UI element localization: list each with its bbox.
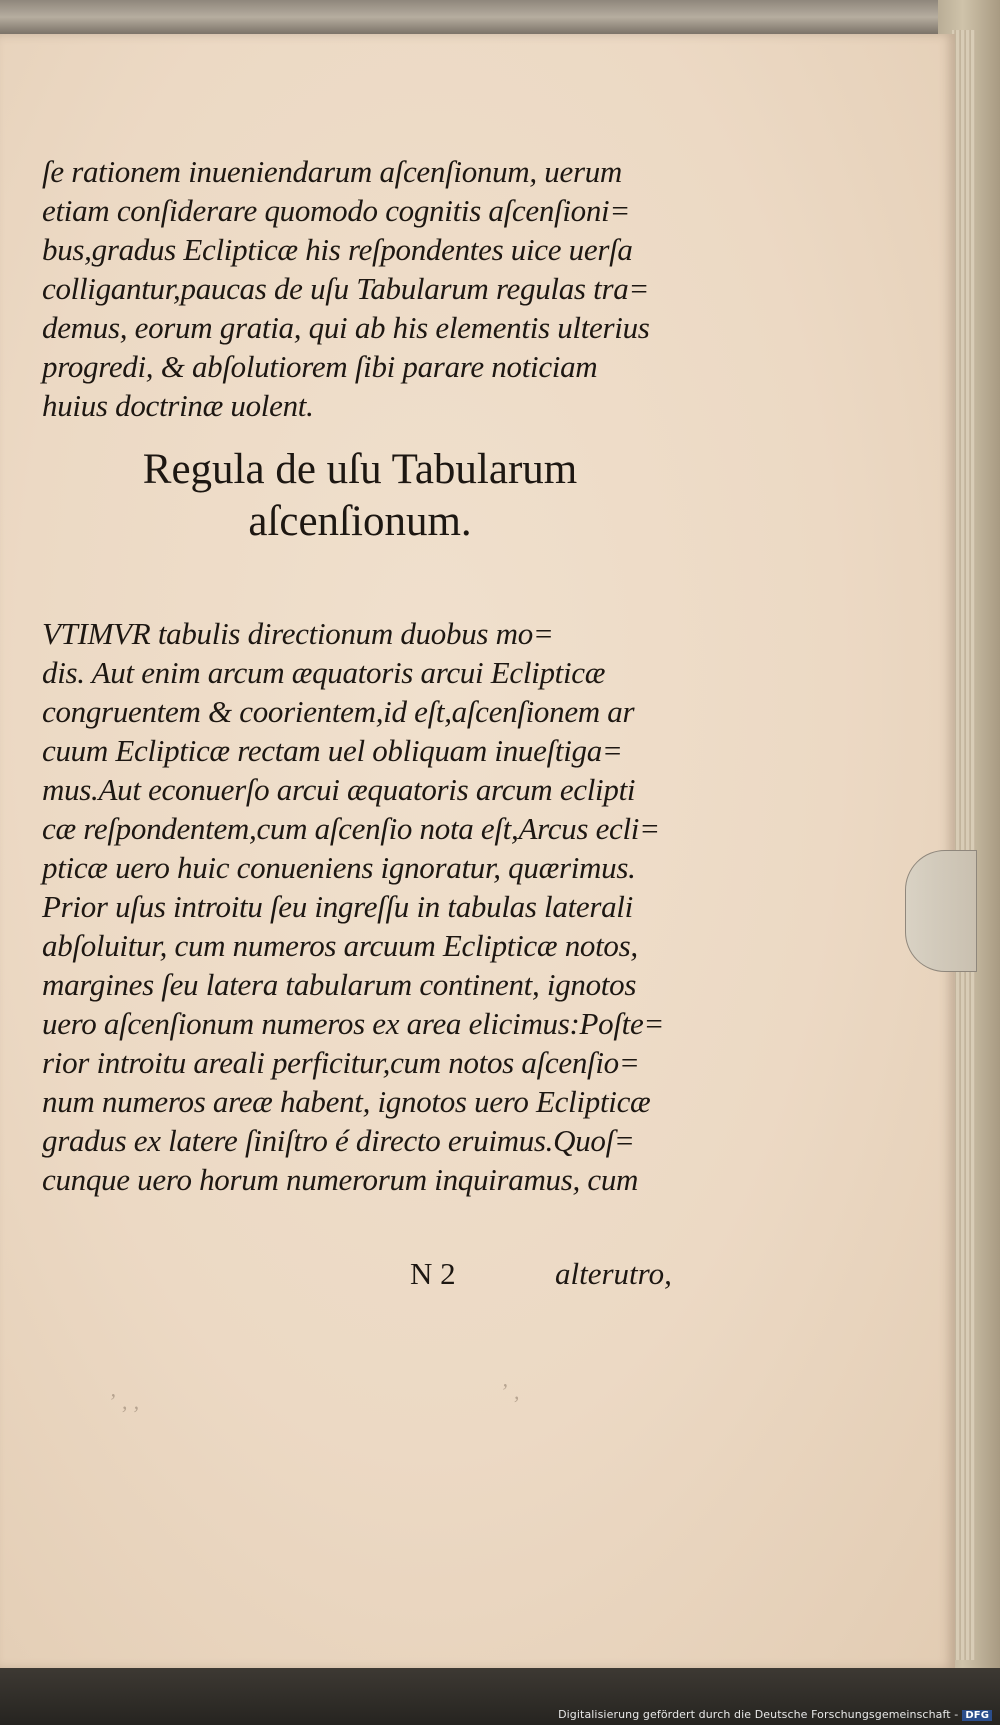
text-line: colligantur,paucas de uſu Tabularum regulas tra= bbox=[42, 271, 650, 306]
main-paragraph bbox=[42, 614, 702, 1199]
text-line: gradus ex latere ſiniſtro é directo eruimus.Quoſ= bbox=[42, 1123, 635, 1158]
book-page bbox=[0, 34, 955, 1669]
page-edges bbox=[952, 30, 976, 1660]
bleed-through-mark: ʼ ‚ bbox=[500, 1379, 521, 1404]
book-board-top bbox=[0, 0, 1000, 38]
credit-text: Digitalisierung gefördert durch die Deutsche Forschungsgemeinschaft - bbox=[558, 1708, 959, 1721]
text-line: congruentem & coorientem,id eſt,aſcenſionem ar bbox=[42, 694, 635, 729]
text-line: bus,gradus Eclipticæ his reſpondentes uice uerſa bbox=[42, 232, 633, 267]
signature-mark: N 2 bbox=[410, 1256, 456, 1291]
catchword: alterutro, bbox=[555, 1256, 672, 1291]
text-line: rior introitu areali perficitur,cum notos aſcenſio= bbox=[42, 1045, 640, 1080]
text-line: Prior uſus introitu ſeu ingreſſu in tabulas laterali bbox=[42, 889, 633, 924]
text-line: etiam conſiderare quomodo cognitis aſcenſioni= bbox=[42, 193, 630, 228]
text-line: margines ſeu latera tabularum continent, ignotos bbox=[42, 967, 637, 1002]
text-line: huius doctrinæ uolent. bbox=[42, 388, 314, 423]
text-line: num numeros areæ habent, ignotos uero Eclipticæ bbox=[42, 1084, 651, 1119]
bleed-through-mark: ʼ ‚ , bbox=[108, 1389, 140, 1414]
text-line: dis. Aut enim arcum æquatoris arcui Eclipticæ bbox=[42, 655, 606, 690]
text-line: progredi, & abſolutiorem ſibi parare noticiam bbox=[42, 349, 598, 384]
text-line: VTIMVR tabulis directionum duobus mo= bbox=[42, 616, 554, 651]
section-heading bbox=[60, 444, 660, 548]
text-line: cæ reſpondentem,cum aſcenſio nota eſt,Arcus ecli= bbox=[42, 811, 660, 846]
text-line: abſoluitur, cum numeros arcuum Eclipticæ notos, bbox=[42, 928, 638, 963]
dfg-logo: DFG bbox=[962, 1710, 992, 1721]
intro-paragraph bbox=[42, 152, 702, 425]
scan-footer-bar bbox=[0, 1668, 1000, 1725]
digitization-credit bbox=[558, 1708, 992, 1721]
text-line: ſe rationem inueniendarum aſcenſionum, uerum bbox=[42, 154, 623, 189]
heading-line: Regula de uſu Tabularum bbox=[142, 446, 578, 493]
text-line: uero aſcenſionum numeros ex area elicimus:Poſte= bbox=[42, 1006, 665, 1041]
text-line: pticæ uero huic conueniens ignoratur, quærimus. bbox=[42, 850, 636, 885]
page-clip bbox=[905, 850, 977, 972]
heading-line: aſcenſionum. bbox=[248, 498, 472, 545]
text-line: cuum Eclipticæ rectam uel obliquam inueſtiga= bbox=[42, 733, 623, 768]
text-line: demus, eorum gratia, qui ab his elementis ulterius bbox=[42, 310, 650, 345]
text-line: cunque uero horum numerorum inquiramus, cum bbox=[42, 1162, 639, 1197]
text-line: mus.Aut econuerſo arcui æquatoris arcum eclipti bbox=[42, 772, 636, 807]
page-footer bbox=[0, 1256, 720, 1296]
